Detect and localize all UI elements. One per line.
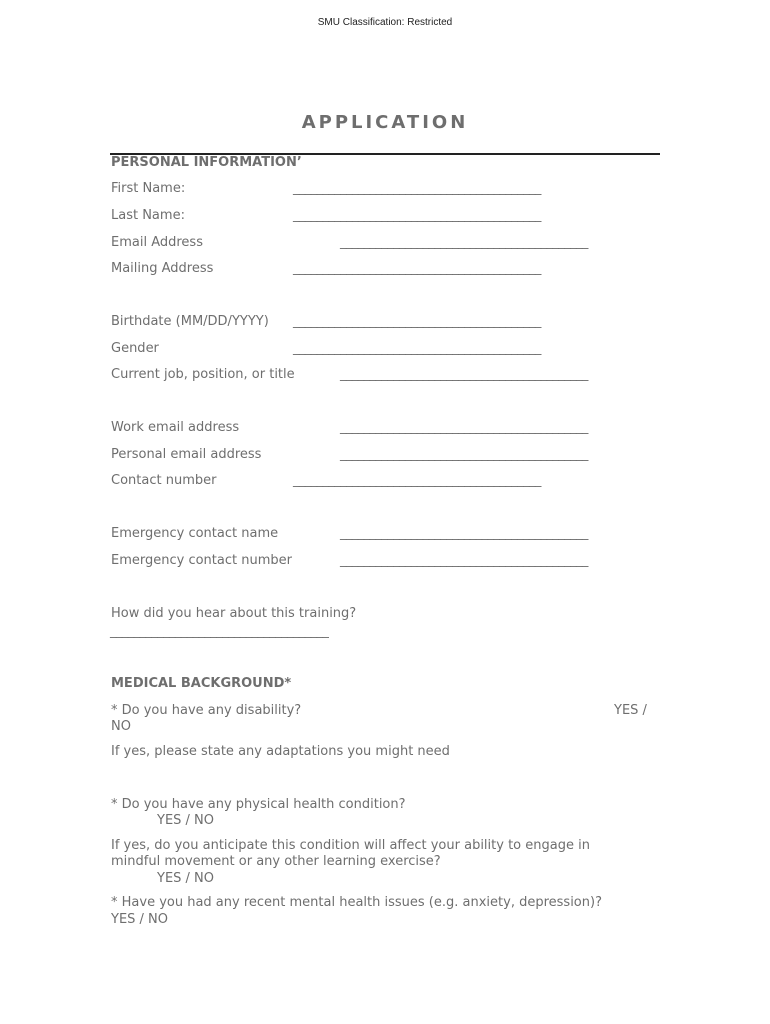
emergency-contact-number-label: Emergency contact number xyxy=(111,553,292,568)
first-name-label: First Name: xyxy=(111,181,186,196)
condition-impact-question-line1: If yes, do you anticipate this condition will affect your ability to engage in xyxy=(111,838,590,853)
gender-field[interactable]: __________________________________________ xyxy=(293,341,541,356)
page-title: APPLICATION xyxy=(301,112,469,133)
disability-question: * Do you have any disability? xyxy=(111,703,302,718)
mental-health-answer[interactable]: YES / NO xyxy=(111,912,169,927)
current-job-field[interactable]: __________________________________________ xyxy=(340,367,588,382)
work-email-field[interactable]: __________________________________________ xyxy=(340,420,588,435)
emergency-contact-name-label: Emergency contact name xyxy=(111,526,279,541)
physical-health-question: * Do you have any physical health condition? xyxy=(111,797,406,812)
emergency-contact-name-field[interactable]: __________________________________________ xyxy=(340,526,588,541)
physical-health-answer[interactable]: YES / NO xyxy=(157,813,215,828)
hear-about-question: How did you hear about this training? xyxy=(111,606,357,621)
last-name-field[interactable]: __________________________________________ xyxy=(293,208,541,223)
gender-label: Gender xyxy=(111,341,159,356)
adaptations-question: If yes, please state any adaptations you might need xyxy=(111,744,450,759)
last-name-label: Last Name: xyxy=(111,208,185,223)
mailing-address-label: Mailing Address xyxy=(111,261,214,276)
disability-no-option[interactable]: NO xyxy=(111,719,131,734)
personal-email-field[interactable]: __________________________________________ xyxy=(340,447,588,462)
first-name-field[interactable]: __________________________________________ xyxy=(293,181,541,196)
email-address-field[interactable]: __________________________________________ xyxy=(340,235,588,250)
birthdate-field[interactable]: __________________________________________ xyxy=(293,314,541,329)
contact-number-field[interactable]: __________________________________________ xyxy=(293,473,541,488)
mailing-address-field[interactable]: __________________________________________ xyxy=(293,261,541,276)
current-job-label: Current job, position, or title xyxy=(111,367,295,382)
medical-background-heading: MEDICAL BACKGROUND* xyxy=(111,676,292,691)
condition-impact-question-line2: mindful movement or any other learning exercise? xyxy=(111,854,441,869)
email-address-label: Email Address xyxy=(111,235,203,250)
disability-yes-option[interactable]: YES / xyxy=(614,703,647,718)
work-email-label: Work email address xyxy=(111,420,240,435)
contact-number-label: Contact number xyxy=(111,473,217,488)
classification-header: SMU Classification: Restricted xyxy=(317,17,453,28)
hear-about-field[interactable]: _____________________________________ xyxy=(110,624,329,639)
condition-impact-answer[interactable]: YES / NO xyxy=(157,871,215,886)
mental-health-question: * Have you had any recent mental health issues (e.g. anxiety, depression)? xyxy=(111,895,602,910)
emergency-contact-number-field[interactable]: __________________________________________ xyxy=(340,553,588,568)
birthdate-label: Birthdate (MM/DD/YYYY) xyxy=(111,314,269,329)
personal-email-label: Personal email address xyxy=(111,447,262,462)
personal-info-heading: PERSONAL INFORMATION’ xyxy=(111,155,302,170)
